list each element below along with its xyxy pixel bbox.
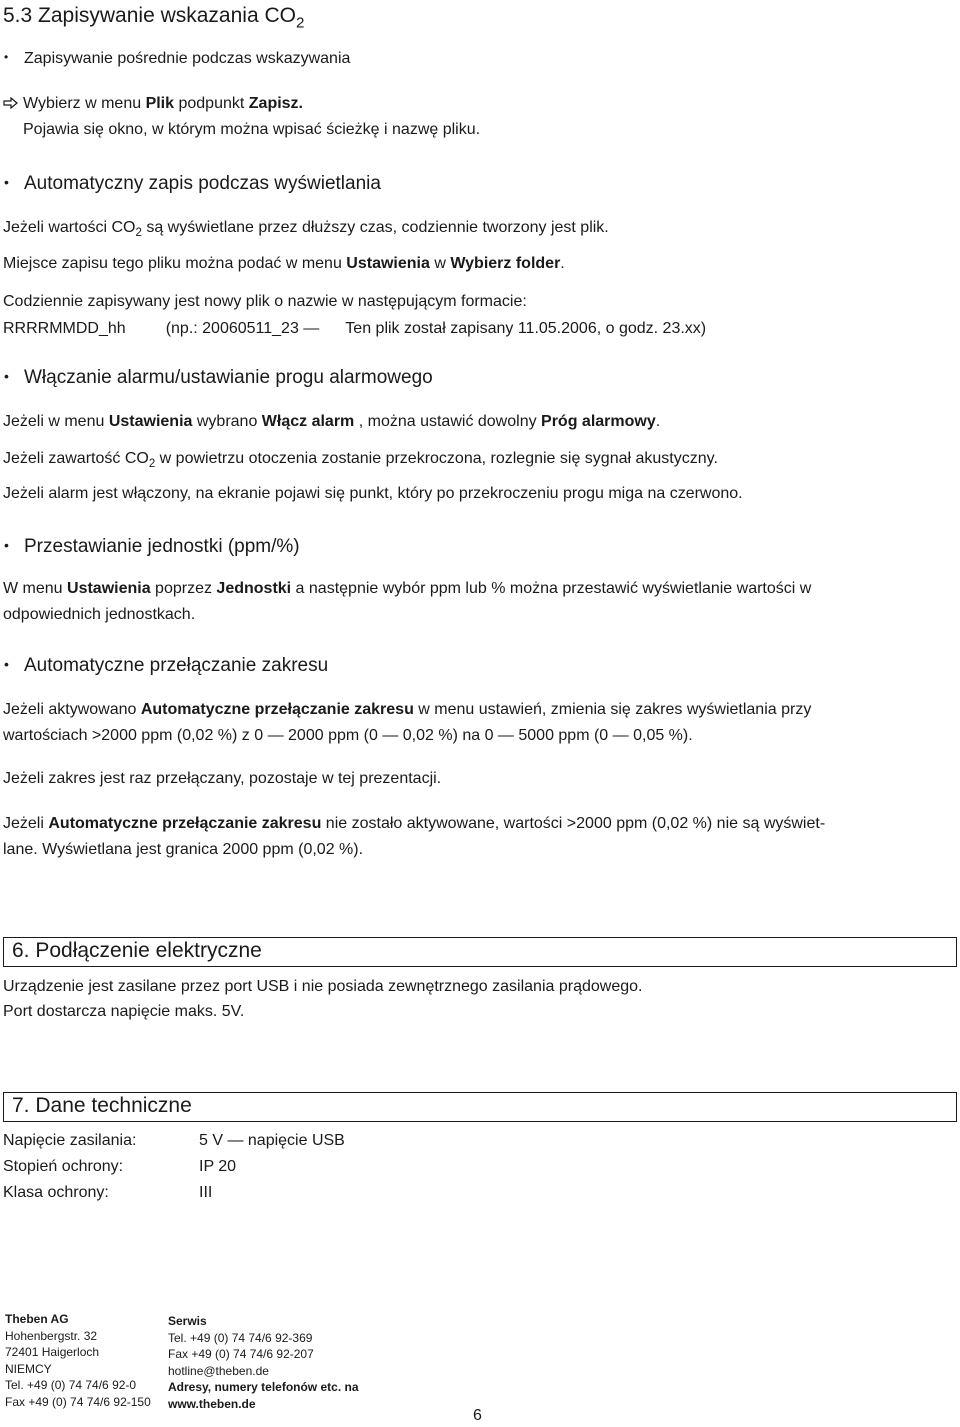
spec-value: 5 V — napięcie USB xyxy=(199,1132,345,1149)
text-autosave-format: RRRRMMDD_hh (np.: 20060511_23 — Ten plik został zapisany 11.05.2006, o godz. 23.xx) xyxy=(3,320,707,337)
section-title-7: 7. Dane techniczne xyxy=(3,1092,957,1122)
company-city: 72401 Haigerloch xyxy=(5,1345,100,1359)
bullet-icon: • xyxy=(4,656,9,672)
spec-label: Napięcie zasilania: xyxy=(3,1132,137,1149)
text-units-line2: odpowiednich jednostkach. xyxy=(3,606,196,623)
bullet-icon: • xyxy=(4,50,9,64)
service-email: hotline@theben.de xyxy=(168,1363,269,1378)
company-country: NIEMCY xyxy=(5,1361,52,1376)
service-tel: Tel. +49 (0) 74 74/6 92-369 xyxy=(168,1330,313,1345)
text-autosave-line1: Jeżeli wartości $CO_2$ są wyświetlane przez dłuższy czas, codziennie tworzony jest plik. xyxy=(3,219,609,240)
text-electrical-line1: Urządzenie jest zasilane przez port USB i nie posiada zewnętrznego zasilania prądowego. xyxy=(3,978,643,995)
section-title-5-3: 5.3 Zapisywanie wskazania $CO_2$ xyxy=(3,4,305,32)
text-autorange-line3: Jeżeli zakres jest raz przełączany, pozostaje w tej prezentacji. xyxy=(3,770,442,787)
service-name: Serwis xyxy=(168,1314,207,1328)
bullet-icon: • xyxy=(4,174,9,190)
text-autorange-line4: Jeżeli Automatyczne przełączanie zakresu nie zostało aktywowane, wartości >2000 ppm (0,02 %) nie są wyświet- xyxy=(3,815,826,832)
bullet-icon: • xyxy=(4,368,9,384)
footer-service xyxy=(168,1313,359,1412)
heading-units: • Przestawianie jednostki (ppm/%) xyxy=(4,536,300,557)
service-fax: Fax +49 (0) 74 74/6 92-207 xyxy=(168,1347,314,1361)
service-web: www.theben.de xyxy=(168,1396,256,1411)
text-intermediate-line2: Pojawia się okno, w którym można wpisać ścieżkę i nazwę pliku. xyxy=(23,121,481,138)
service-more: Adresy, numery telefonów etc. na xyxy=(168,1380,359,1394)
company-name: Theben AG xyxy=(5,1312,69,1326)
text-electrical-line2: Port dostarcza napięcie maks. 5V. xyxy=(3,1003,245,1020)
heading-intermediate-save: • Zapisywanie pośrednie podczas wskazywania xyxy=(4,50,351,67)
text-intermediate-line1: Wybierz w menu Plik podpunkt Zapisz. xyxy=(3,95,303,113)
text-alarm-line1: Jeżeli w menu Ustawienia wybrano Włącz alarm , można ustawić dowolny Próg alarmowy. xyxy=(3,413,661,430)
text-alarm-line3: Jeżeli alarm jest włączony, na ekranie pojawi się punkt, który po przekroczeniu progu miga na czerwono. xyxy=(3,485,743,502)
spec-label: Stopień ochrony: xyxy=(3,1158,124,1175)
text-alarm-line2: Jeżeli zawartość $CO_2$ w powietrzu otoczenia zostanie przekroczona, rozlegnie się sygnał akustyczny. xyxy=(3,450,718,471)
company-fax: Fax +49 (0) 74 74/6 92-150 xyxy=(5,1394,151,1409)
footer-company xyxy=(5,1311,151,1410)
arrow-right-icon xyxy=(3,95,23,113)
spec-value: III xyxy=(199,1184,213,1201)
spec-value: IP 20 xyxy=(199,1158,237,1175)
heading-autorange: • Automatyczne przełączanie zakresu xyxy=(4,655,329,676)
text-autorange-line5: lane. Wyświetlana jest granica 2000 ppm (0,02 %). xyxy=(3,841,364,858)
text-autosave-line3: Codziennie zapisywany jest nowy plik o nazwie w następującym formacie: xyxy=(3,293,527,310)
company-tel: Tel. +49 (0) 74 74/6 92-0 xyxy=(5,1378,137,1392)
heading-alarm: • Włączanie alarmu/ustawianie progu alarmowego xyxy=(4,367,433,388)
company-street: Hohenbergstr. 32 xyxy=(5,1328,98,1343)
page-number: 6 xyxy=(473,1407,482,1424)
text-autorange-line1: Jeżeli aktywowano Automatyczne przełączanie zakresu w menu ustawień, zmienia się zakres wyświetlania przy xyxy=(3,701,812,718)
section-title-6: 6. Podłączenie elektryczne xyxy=(3,937,957,967)
text-units-line1: W menu Ustawienia poprzez Jednostki a następnie wybór ppm lub % można przestawić wyświetlanie wartości w xyxy=(3,580,812,597)
bullet-icon: • xyxy=(4,537,9,553)
text-autorange-line2: wartościach >2000 ppm (0,02 %) z 0 — 2000 ppm (0 — 0,02 %) na 0 — 5000 ppm (0 — 0,05 %). xyxy=(3,727,693,744)
spec-label: Klasa ochrony: xyxy=(3,1184,109,1201)
heading-autosave: • Automatyczny zapis podczas wyświetlania xyxy=(4,173,381,194)
text-autosave-line2: Miejsce zapisu tego pliku można podać w menu Ustawienia w Wybierz folder. xyxy=(3,255,565,272)
